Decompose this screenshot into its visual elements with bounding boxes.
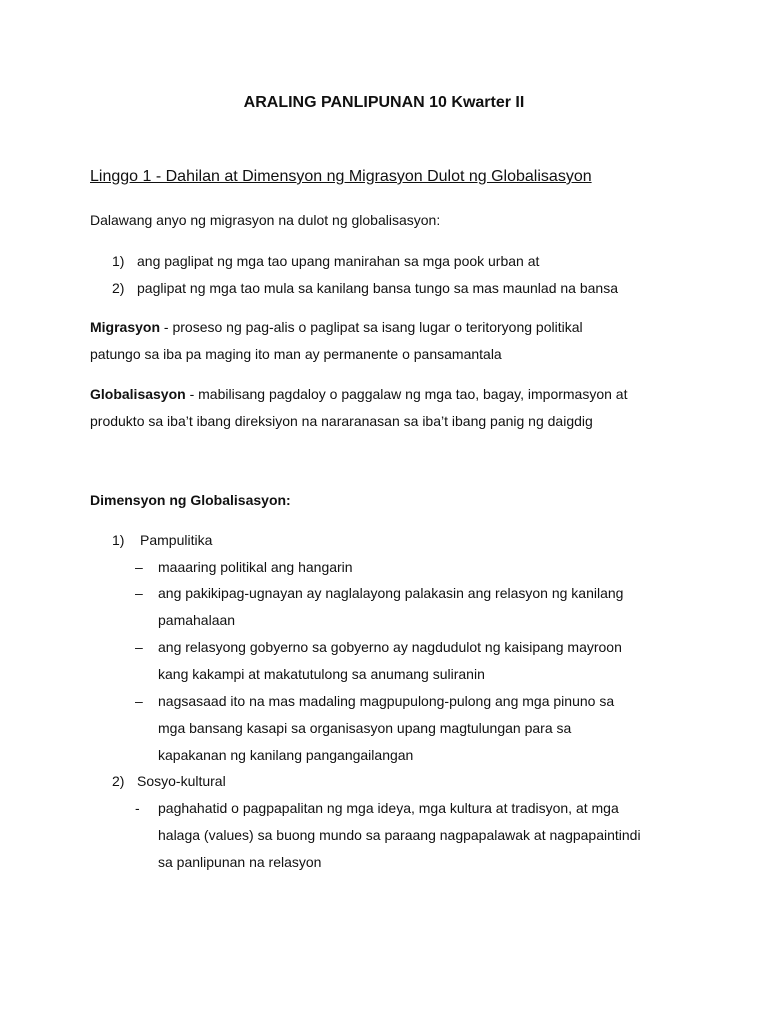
point-line: sa panlipunan na relasyon (158, 854, 322, 870)
globalisasyon-definition (90, 385, 627, 403)
point-line: kapakanan ng kanilang pangangailangan (158, 747, 414, 763)
point-line: mga bansang kasapi sa organisasyon upang magtulungan para sa (158, 720, 572, 736)
globalisasyon-line2: produkto sa iba’t ibang direksiyon na nararanasan sa iba’t ibang panig ng daigdig (90, 413, 593, 429)
point-line: nagsasaad ito na mas madaling magpupulong-pulong ang mga pinuno sa (158, 693, 615, 709)
migrasyon-term: Migrasyon (90, 319, 161, 335)
bullet-dash: – (135, 693, 143, 709)
form-number: 2) (112, 280, 125, 296)
globalisasyon-line1: - mabilisang pagdaloy o paggalaw ng mga tao, bagay, impormasyon at (185, 386, 628, 402)
point-line: ang relasyong gobyerno sa gobyerno ay nagdudulot ng kaisipang mayroon (158, 639, 622, 655)
form-number: 1) (112, 253, 125, 269)
document-title: ARALING PANLIPUNAN 10 Kwarter II (243, 94, 525, 111)
point-line: kang kakampi at makatutulong sa anumang suliranin (158, 666, 485, 682)
migrasyon-line1: - proseso ng pag-alis o paglipat sa isang lugar o teritoryong politikal (160, 319, 583, 335)
bullet-dash: – (135, 559, 143, 575)
dimension-name: Sosyo-kultural (137, 773, 226, 789)
point-line: ang pakikipag-ugnayan ay naglalayong palakasin ang relasyon ng kanilang (158, 585, 624, 601)
point-line: maaaring politikal ang hangarin (158, 559, 353, 575)
bullet-dash: - (135, 800, 140, 816)
intro-text: Dalawang anyo ng migrasyon na dulot ng globalisasyon: (90, 212, 441, 228)
point-line: halaga (values) sa buong mundo sa paraang nagpapalawak at nagpapaintindi (158, 827, 641, 843)
point-line: pamahalaan (158, 612, 236, 628)
dimension-number: 2) (112, 773, 125, 789)
dimension-name: Pampulitika (140, 532, 213, 548)
form-text: ang paglipat ng mga tao upang manirahan sa mga pook urban at (137, 253, 540, 269)
dimension-number: 1) (112, 532, 125, 548)
form-text: paglipat ng mga tao mula sa kanilang bansa tungo sa mas maunlad na bansa (137, 280, 618, 296)
bullet-dash: – (135, 639, 143, 655)
bullet-dash: – (135, 585, 143, 601)
point-line: paghahatid o pagpapalitan ng mga ideya, mga kultura at tradisyon, at mga (158, 800, 619, 816)
dimension-heading: Dimensyon ng Globalisasyon: (90, 492, 291, 508)
globalisasyon-term: Globalisasyon (90, 386, 186, 402)
migrasyon-definition (90, 318, 583, 336)
week-heading: Linggo 1 - Dahilan at Dimensyon ng Migrasyon Dulot ng Globalisasyon (90, 168, 592, 185)
migrasyon-line2: patungo sa iba pa maging ito man ay permanente o pansamantala (90, 346, 502, 362)
